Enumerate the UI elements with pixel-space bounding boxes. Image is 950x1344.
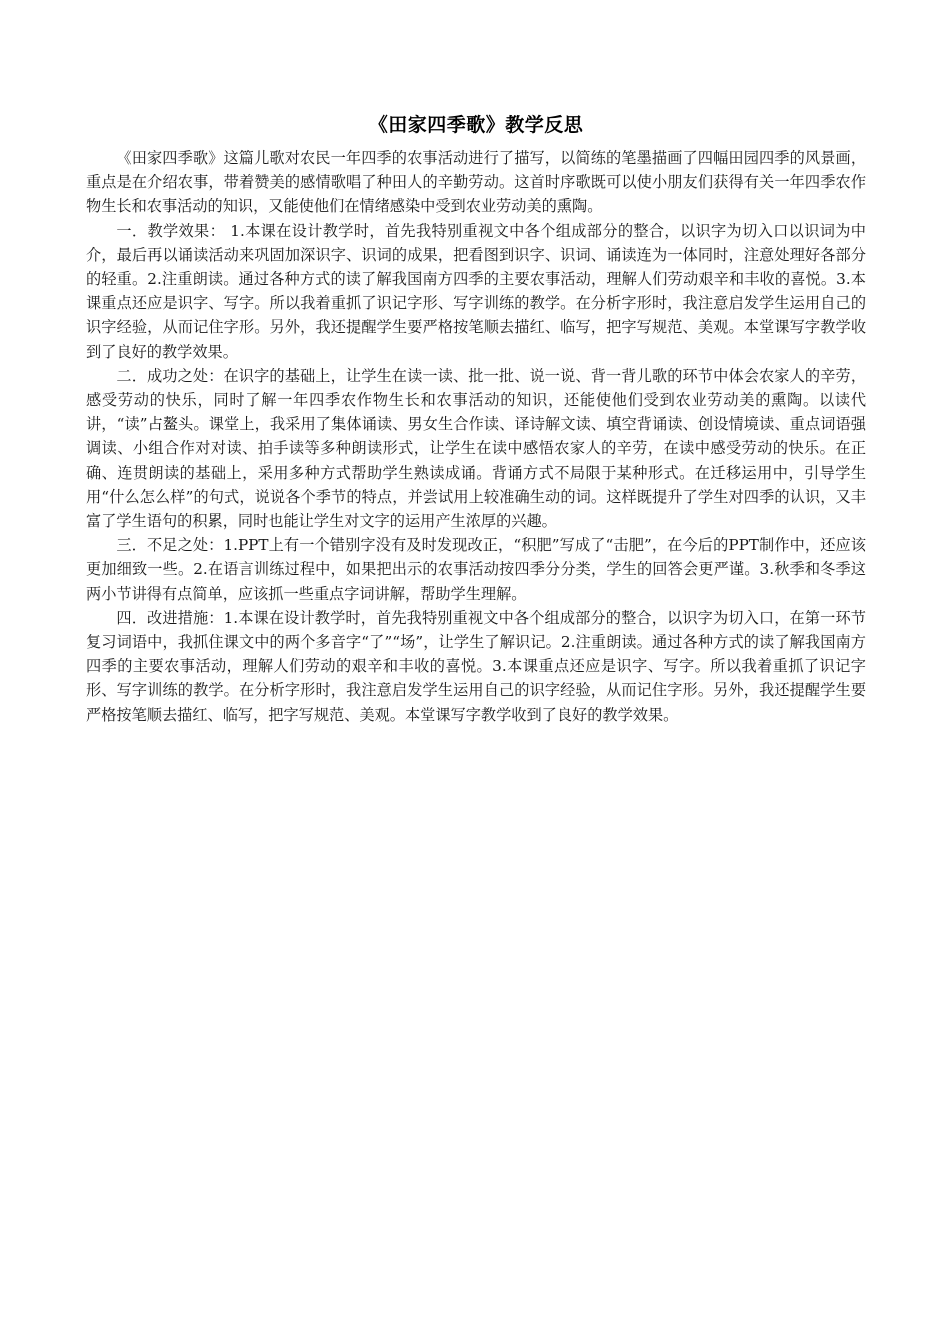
document-body bbox=[86, 112, 866, 727]
paragraph-intro: 《田家四季歌》这篇儿歌对农民一年四季的农事活动进行了描写，以简练的笔墨描画了四幅田园四季的风景画，重点是在介绍农事，带着赞美的感情歌唱了种田人的辛勤劳动。这首时序歌既可以使小朋友们获得有关一年四季农作物生长和农事活动的知识，又能使他们在情绪感染中受到农业劳动美的熏陶。 bbox=[86, 149, 866, 216]
document-title: 《田家四季歌》教学反思 bbox=[368, 114, 584, 136]
paragraph-teaching-effect: 一．教学效果： 1.本课在设计教学时，首先我特别重视文中各个组成部分的整合，以识字为切入口以识词为中介，最后再以诵读活动来巩固加深识字、识词的成果，把看图到识字、识词、诵读连为一体同时，注意处理好各部分的轻重。2.注重朗读。通过各种方式的读了解我国南方四季的主要农事活动，理解人们劳动艰辛和丰收的喜悦。3.本课重点还应是识字、写字。所以我着重抓了识记字形、写字训练的教学。在分析字形时，我注意启发学生运用自己的识字经验，从而记住字形。另外，我还提醒学生要严格按笔顺去描红、临写，把字写规范、美观。本堂课写字教学收到了良好的教学效果。 bbox=[86, 221, 866, 361]
paragraph-successes: 二．成功之处：在识字的基础上，让学生在读一读、批一批、说一说、背一背儿歌的环节中体会农家人的辛劳，感受劳动的快乐，同时了解一年四季农作物生长和农事活动的知识，还能使他们受到农业劳动美的熏陶。以读代讲，“读”占鳌头。课堂上，我采用了集体诵读、男女生合作读、译诗解文读、填空背诵读、创设情境读、重点词语强调读、小组合作对对读、拍手读等多种朗读形式，让学生在读中感悟农家人的辛劳，在读中感受劳动的快乐。在正确、连贯朗读的基础上，采用多种方式帮助学生熟读成诵。背诵方式不局限于某种形式。在迁移运用中，引导学生用“什么怎么样”的句式，说说各个季节的特点，并尝试用上较准确生动的词。这样既提升了学生对四季的认识，又丰富了学生语句的积累，同时也能让学生对文字的运用产生浓厚的兴趣。 bbox=[86, 366, 866, 531]
paragraph-improvements: 四．改进措施：1.本课在设计教学时，首先我特别重视文中各个组成部分的整合，以识字为切入口，在第一环节复习词语中，我抓住课文中的两个多音字“了”“场”，让学生了解识记。2.注重朗读。通过各种方式的读了解我国南方四季的主要农事活动，理解人们劳动的艰辛和丰收的喜悦。3.本课重点还应是识字、写字。所以我着重抓了识记字形、写字训练的教学。在分析字形时，我注意启发学生运用自己的识字经验，从而记住字形。另外，我还提醒学生要严格按笔顺去描红、临写，把字写规范、美观。本堂课写字教学收到了良好的教学效果。 bbox=[86, 608, 866, 724]
paragraph-shortcomings: 三．不足之处：1.PPT上有一个错别字没有及时发现改正，“积肥”写成了“击肥”，在今后的PPT制作中，还应该更加细致一些。2.在语言训练过程中，如果把出示的农事活动按四季分分类，学生的回答会更严谨。3.秋季和冬季这两小节讲得有点简单，应该抓一些重点字词讲解，帮助学生理解。 bbox=[86, 536, 866, 603]
